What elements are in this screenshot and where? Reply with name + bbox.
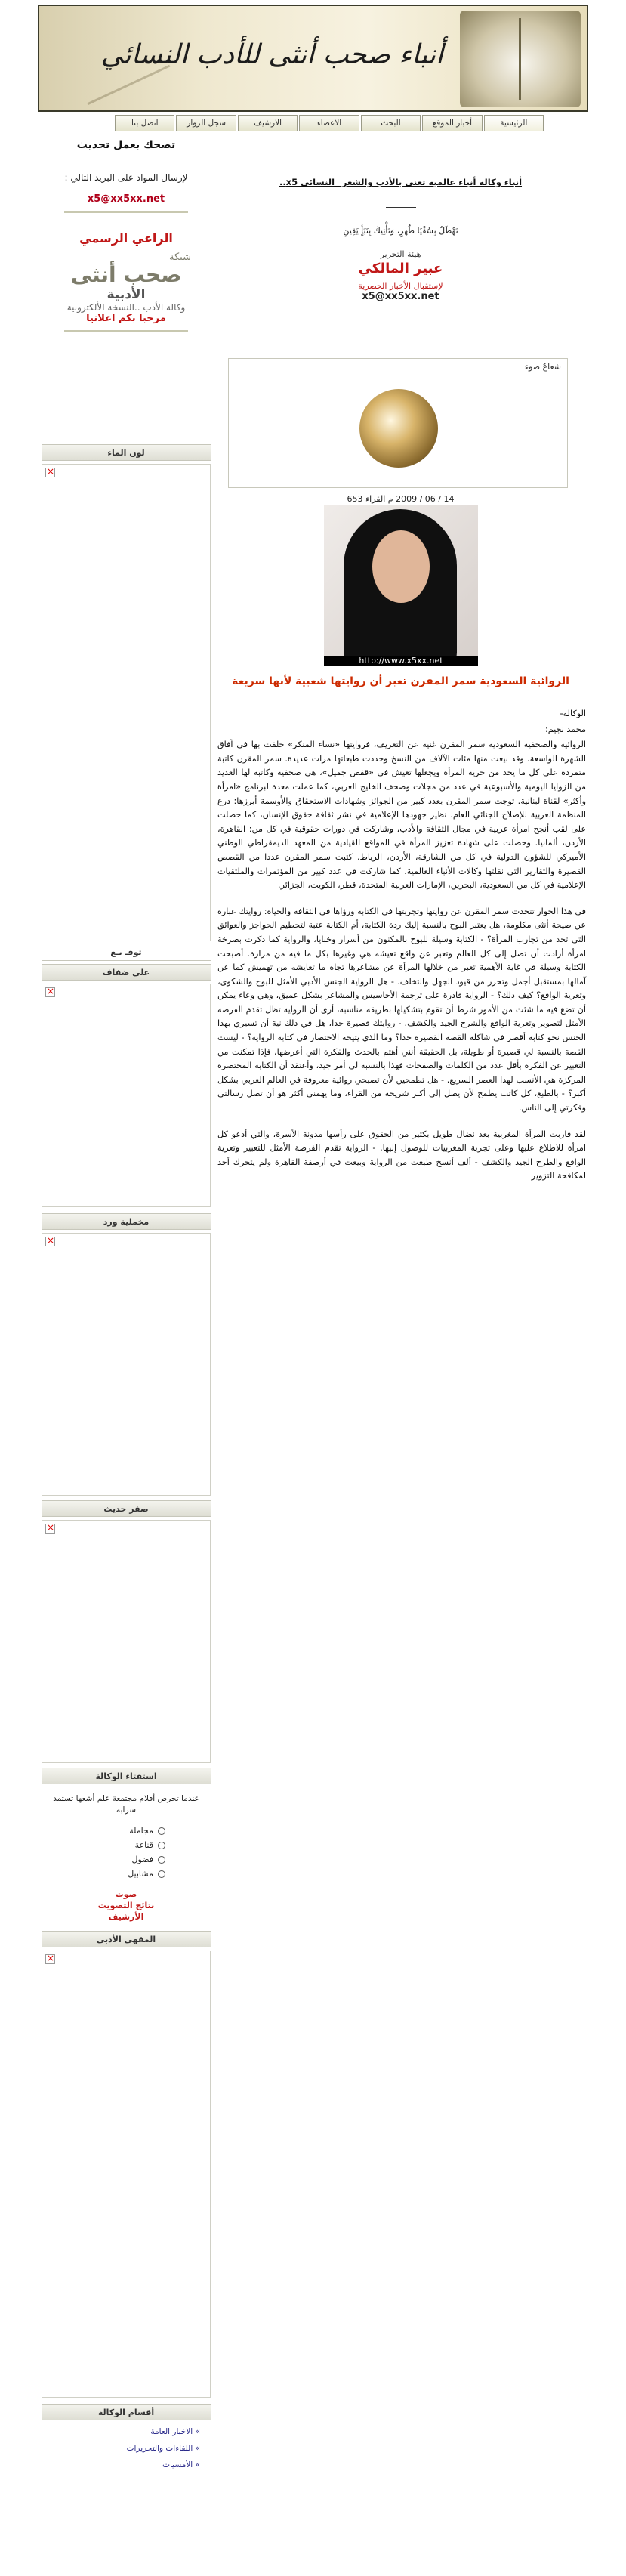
poll-archive-link[interactable]: الأرشيف [108,1912,144,1922]
main-content [213,134,588,2571]
contact-email-link[interactable]: x5@xx5xx.net [87,193,165,205]
radio-button[interactable] [158,1870,165,1878]
poll-option-label: مجاملة [129,1826,153,1836]
news-ticker[interactable]: أنباء وكالة أنباء عالمية تعنى بالأدب والشعر _النسائي x5.. [279,177,523,187]
nav-home[interactable]: الرئيسية [484,115,544,131]
nav-contact[interactable]: اتصل بنا [115,115,174,131]
poll-results-link[interactable]: نتائج التصويت [97,1901,155,1910]
section-head-lawn-almaa: لون الماء [42,444,211,461]
nav-members[interactable]: الاعضاء [299,115,359,131]
section-head-tawqee: توقـ يـع [42,944,211,961]
editor-name: عبير المالكي [358,261,443,276]
section-head-safar: صفر حديث [42,1500,211,1517]
article-title: الروائية السعودية سمر المقرن تعبر أن روايتها شعبية لأنها سريعة [232,675,569,687]
photo-face [372,530,430,603]
author-photo [324,505,478,666]
article-author: محمد نجيم: [544,724,586,734]
sponsor-brand-line4: وكالة الأدب ..النسخة الألكترونية [66,302,186,313]
section-box-makha [42,1951,211,2398]
main-nav [113,115,544,131]
sponsor-title: الراعي الرسمي [79,231,173,246]
light-ray-box [228,358,568,488]
photo-caption: http://www.x5xx.net [324,656,478,666]
article-body [217,707,586,1196]
category-link[interactable]: » اللقاءات والتحريرات [126,2444,200,2453]
poll-option-label: قناعة [134,1840,153,1850]
exclusive-news-email[interactable]: x5@xx5xx.net [362,291,439,302]
section-box-ala-difaf [42,984,211,1207]
category-link[interactable]: » الاخبار العامة [150,2427,200,2436]
sponsor-brand-line5[interactable]: مرحبا بكم اعلانيا [86,313,166,324]
section-box-lawn-almaa [42,464,211,941]
broken-image-icon [45,1524,55,1534]
poll-box [42,1787,211,1923]
divider [64,330,188,332]
category-link[interactable]: » الأمسيات [162,2460,200,2469]
light-ray-title: شعاعُ ضوء [524,362,561,372]
section-box-makhmaliya [42,1233,211,1496]
broken-image-icon [45,987,55,997]
vote-button[interactable]: صوت [115,1889,137,1899]
poll-option[interactable] [42,1838,211,1852]
nav-site-news[interactable]: أخبار الموقع [422,115,482,131]
radio-button[interactable] [158,1842,165,1849]
nav-archive[interactable]: الارشيف [238,115,298,131]
feather-pen-icon [60,5,171,105]
broken-image-icon [45,468,55,477]
nav-guestbook[interactable]: سجل الزوار [176,115,236,131]
radio-button[interactable] [158,1856,165,1864]
slogan: نَهْطَلُ بِسُقْيَا طُهرٍ، وَنَأْتِيكَ بِنَبَأٍ يَقِينِ [343,226,458,236]
poll-option-label: مشابيل [128,1869,153,1879]
sponsor-brand-line3: الأدبية [106,287,146,302]
exclusive-news-label: لإستقبال الأخبار الحصرية [358,281,443,291]
sponsor-brand-line1: شبكة [169,252,191,263]
sidebar [42,134,211,2571]
article-paragraph: في هذا الحوار تتحدث سمر المقرن عن روايتها وتجربتها في الكتابة ورؤاها في الثقافة والحياة: روايتك عبارة عن صيحة أنثى مكلومة، هل يعتبر البوح بالنسبة إليك ردة الكتابة، أم الكتابة عتبة لتحطيم الحواجز والعوائق التي تحد من تجارب المرأة؟ - الكتابة وسيلة للبوح بالمكنون من أسرار وخبايا، والرواية كما ذكرت بصرخة امرأة أرادت أن تصل إلى كل العالم وتعبر عن واقع تعيشه هي وغيرها بكل ما فيه من مرارة. أصبحت الكتابة وسيلة في غاية الأهمية تعبر من خلالها المرأة عن مشاعرها تجاه ما تعايشه من تهميش كما عن آمالها بمستقبل أجمل وتحرر من قيود الجهل والتخلف. - هل الرواية الجنس الأدبي الأمثل للبوح والشكوى، وتعرية الواقع؟ كيف ذلك؟ - الرواية قادرة على ترجمة الأحاسيس والمشاعر بشكل عميق، وهي وعاء يمكن أن تضع فيه ما شئت من الأمور شرط أن تقوم بتشكيلها بطريقة مناسبة، أرى أن الرواية تظل تقدم الفرصة الأمثل لتصوير وتعرية الواقع والشرح الجيد والكشف. - روايتك قصيرة جدا، هل في ذلك نية أن تسيري بهذا الجنس نحو كتابة أقصر في شاكلة القصة القصيرة جدا؟ وما الذي يتيحه الاختصار في كتابة الرواية؟ - ليست القصة بالنسبة لي قصيرة أو طويلة، بل الحقيقة أنني أهتم بالحدث والفكرة التي أعرضها، فإذا تمكنت من التعبير عن الفكرة بأقل عدد من الكلمات والصفحات فهذا بالنسبة لي أمر جيد، وأعتقد أن الكتابة المختصرة المركزة هي الأنسب لهذا العصر السريع. - هل تطمحين لأن تصبحي روائية معروفة في العالم العربي بشكل أكبر؟ - بالطبع، كل كاتب يطمح لأن يصل إلى أكبر شريحة من القراء، وما يهمني أكثر هو أن تصل رسالتي وفكرتي إلى الناس. [217,906,586,1113]
radio-button[interactable] [158,1827,165,1835]
contact-title: تصحك بعمل تحديث [76,139,176,151]
poll-question: عندما تحرص أقلام مجتمعة علم أشعها تستمد سرابه [53,1794,199,1815]
article-agency: الوكالة- [560,709,586,718]
poll-option[interactable] [42,1852,211,1867]
contact-text: لإرسال المواد على البريد التالي : [64,172,188,183]
categories-list [42,2423,211,2491]
divider [64,211,188,213]
site-header [38,5,588,112]
article-date-and-reads: 14 / 06 / 2009 م القراء 653 [347,494,455,504]
section-head-poll: استفتاء الوكالة [42,1768,211,1784]
section-head-categories: أقسام الوكالة [42,2404,211,2420]
sponsor-brand-line2[interactable]: صحب أنثى [70,262,182,287]
poll-option[interactable] [42,1867,211,1881]
article-paragraph: لقد قاربت المرأة المغربية بعد نضال طويل بكثير من الحقوق على رأسها مدونة الأسرة، والتي أدعو كل امرأة للاطلاع عليها وعلى تجربة المغربيات للوصول إليها. - الرواية تقدم الفرصة الأمثل للتعبير وتعرية الواقع والطرح الجيد والكشف - ألف أنسخ طبعت من الرواية وبيعت في أرصفة القاهرة ولم يتحرك أحد لمكافحة التزوير [217,1129,586,1181]
butterfly-artwork [359,389,438,468]
section-head-makha: المقهى الأدبي [42,1931,211,1947]
broken-image-icon [45,1237,55,1246]
article-paragraph: الروائية والصحفية السعودية سمر المقرن غنية عن التعريف، فروايتها «نساء المنكر» خلفت بها في آفاق الشهرة الواسعة، وقد بيعت منها مئات الآلاف من النسخ وجددت طبعاتها مرات عديدة. سمر المقرن كاتبة متمردة على كل ما يحد من حرية المرأة ويجعلها تعيش في «قفص جميل»، هي صحفية وكاتبة لها العديد من الزوايا اليومية والأسبوعية في عدد من مجلات وصحف الخليج العربي، كما عملت معدة لبرنامج «امرأة وأكثر» لقناة لبنانية. توجت سمر المقرن بعدد كبير من الجوائز وشهادات الاستحقاق والأوسمة أبرزها: درع المنظمة العربية للإصلاح الجنائي العام، نظير جهودها الإعلامية في نشر ثقافة حقوق الإنسان، كما حصلت على لقب أنجح امرأة عربية في مجال الثقافة والأدب، وشاركت في دورات حقوقية في كل من: القاهرة، الأردن، ألمانيا. وحصلت على شهادة تعزيز المرأة في المواقع القيادية من المعهد الديمقراطي الوطني الأميركي للشؤون الدولية في كل من الشارقة، الأردن، الرباط. كتبت سمر المقرن عددا من القصص القصيرة والتقارير التي نقلتها وكالات الأنباء العالمية، كما شاركت في عدد كبير من المؤتمرات والملتقيات الإعلامية في كل من السعودية، البحرين، الإمارات العربية المتحدة، قطر، الكويت، الجزائر. [217,740,586,891]
poll-option[interactable] [42,1824,211,1838]
nav-search[interactable]: البحث [361,115,421,131]
poll-option-label: فضول [131,1855,153,1864]
section-head-makhmaliya: مخملية ورد [42,1213,211,1230]
section-box-safar [42,1520,211,1763]
open-book-icon [460,11,581,107]
editorial-board-label: هيئة التحرير [380,249,421,259]
section-head-ala-difaf: على ضفاف [42,964,211,981]
broken-image-icon [45,1954,55,1964]
site-logo[interactable]: أنباء صحب أنثى للأدب النسائي [100,39,443,70]
